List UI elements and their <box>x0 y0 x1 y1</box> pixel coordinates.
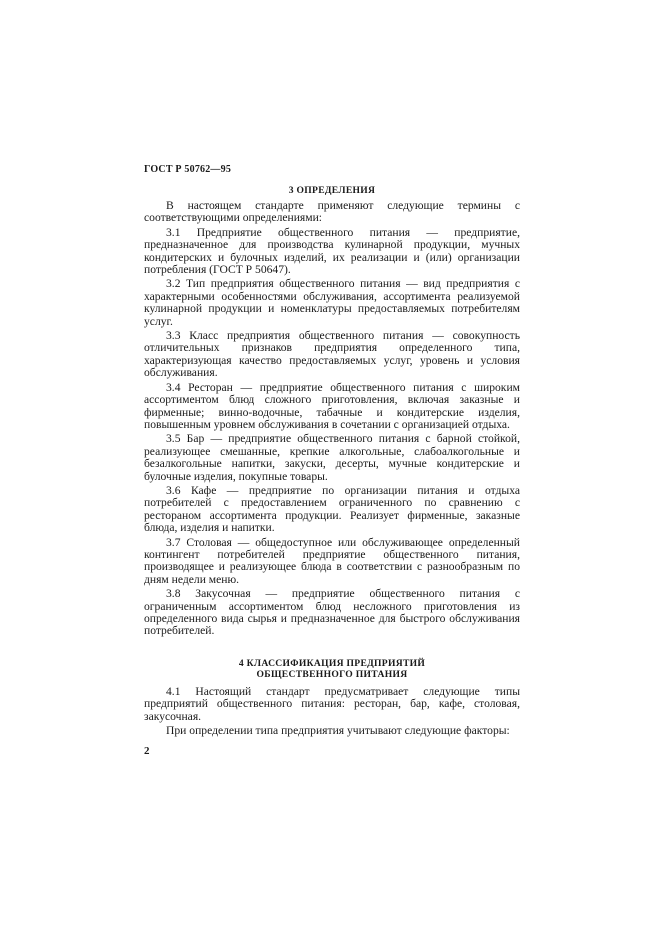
definition-3-7: 3.7 Столовая — общедоступное или обслуживающее определенный контингент потребителей предприятие общественного питания, производящее и реализующее блюда в соответствии с разнообразным по дням недели меню. <box>144 535 520 586</box>
definition-3-8: 3.8 Закусочная — предприятие общественного питания с ограниченным ассортиментом блюд несложного приготовления из определенного вида сырья и предназначенное для быстрого обслуживания потребителей. <box>144 587 520 638</box>
section-3-intro: В настоящем стандарте применяют следующие термины с соответствующими определениями: <box>144 199 520 225</box>
standard-code-header: ГОСТ Р 50762—95 <box>144 164 232 175</box>
section-4-title <box>144 658 520 680</box>
clause-4-1: 4.1 Настоящий стандарт предусматривает следующие типы предприятий общественного питания: ресторан, бар, кафе, столовая, закусочная. <box>144 684 520 723</box>
definition-3-2: 3.2 Тип предприятия общественного питания — вид предприятия с характерными особенностями обслуживания, ассортимента реализуемой кулинарной продукции и номенклатуры предоставляемых потребителям услуг. <box>144 277 520 328</box>
document-body <box>144 185 520 739</box>
definition-3-4: 3.4 Ресторан — предприятие общественного питания с широким ассортиментом блюд сложного приготовления, включая заказные и фирменные; винно-водочные, табачные и кондитерские изделия, повышенным уровнем обслуживания в сочетании с организацией отдыха. <box>144 380 520 431</box>
section-4-title-line-2: ОБЩЕСТВЕННОГО ПИТАНИЯ <box>256 668 408 680</box>
definition-3-5: 3.5 Бар — предприятие общественного питания с барной стойкой, реализующее смешанные, крепкие алкогольные, слабоалкогольные и безалкогольные напитки, закуски, десерты, мучные кондитерские и булочные изделия, покупные товары. <box>144 432 520 483</box>
definition-3-6: 3.6 Кафе — предприятие по организации питания и отдыха потребителей с предоставлением ограниченного по сравнению с рестораном ассортимента продукции. Реализует фирменные, заказные блюда, изделия и напитки. <box>144 483 520 535</box>
page-number: 2 <box>144 745 150 757</box>
definition-3-1: 3.1 Предприятие общественного питания — предприятие, предназначенное для производства кулинарной продукции, мучных кондитерских и булочных изделий, их реализации и (или) организации потребления (ГОСТ Р 50647). <box>144 225 520 277</box>
clause-4-1-factors: При определении типа предприятия учитывают следующие факторы: <box>166 724 510 738</box>
definition-3-3: 3.3 Класс предприятия общественного питания — совокупность отличительных признаков предприятия определенного типа, характеризующая качество предоставляемых услуг, уровень и условия обслуживания. <box>144 329 520 380</box>
section-4-title-line-1: 4 КЛАССИФИКАЦИЯ ПРЕДПРИЯТИЙ <box>238 657 426 669</box>
section-3-title: 3 ОПРЕДЕЛЕНИЯ <box>288 185 376 196</box>
